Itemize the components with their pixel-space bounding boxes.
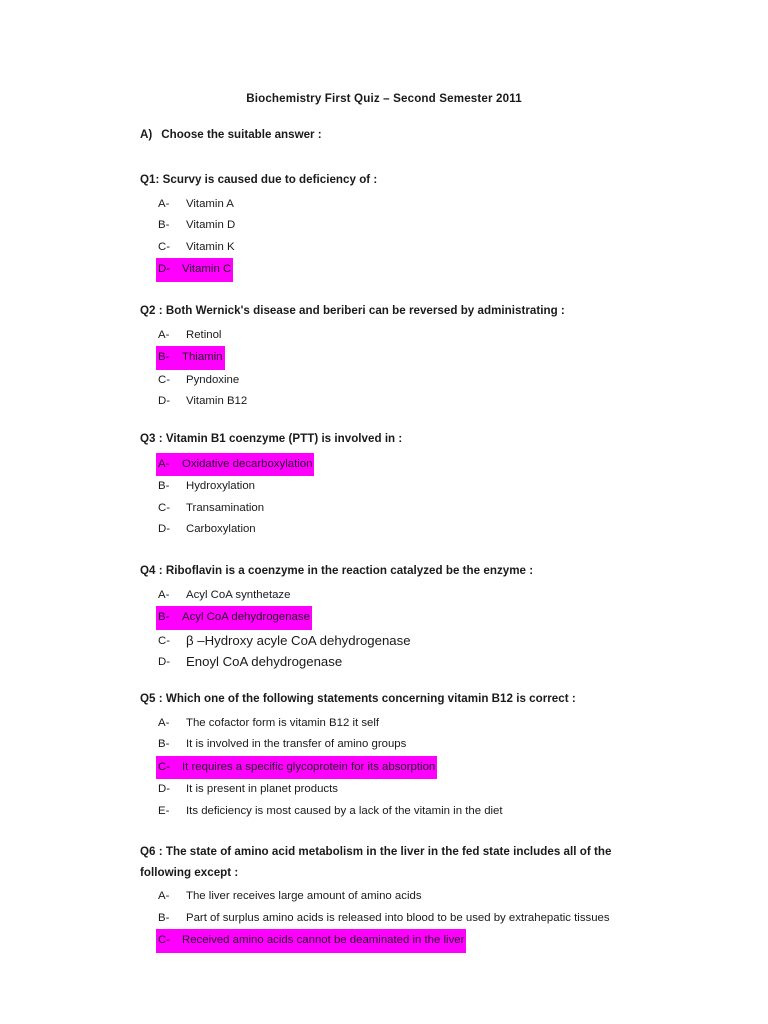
option-text: Transamination: [186, 501, 265, 514]
option-row[interactable]: [158, 498, 656, 520]
section-instruction: Choose the suitable answer :: [161, 128, 322, 141]
option-row[interactable]: [158, 713, 656, 735]
option-row[interactable]: [158, 585, 656, 607]
option-row-highlighted[interactable]: [140, 258, 656, 282]
question-block: [140, 689, 656, 822]
answer-highlight: [156, 346, 225, 370]
option-row[interactable]: [158, 651, 656, 673]
question-block: [140, 170, 656, 282]
option-row[interactable]: [158, 325, 656, 347]
option-marker: C-: [158, 240, 171, 253]
option-text: Hydroxylation: [186, 480, 256, 493]
option-marker: B-: [158, 219, 170, 232]
option-row-highlighted[interactable]: [140, 929, 656, 953]
option-marker: B-: [158, 480, 170, 493]
option-text: Vitamin A: [186, 197, 234, 210]
option-text: Acyl CoA dehydrogenase: [182, 611, 310, 624]
answer-highlight: [156, 258, 233, 282]
option-marker: D-: [158, 783, 171, 796]
question-stem: Q6 : The state of amino acid metabolism in the liver in the fed state includes all of the following except :: [140, 845, 612, 879]
option-row[interactable]: [158, 194, 656, 216]
option-marker: C-: [158, 760, 171, 773]
option-text: Acyl CoA synthetaze: [186, 588, 291, 601]
option-text: The cofactor form is vitamin B12 it self: [186, 716, 380, 729]
option-marker: E-: [158, 804, 170, 817]
option-row-highlighted[interactable]: [140, 756, 656, 780]
option-text: The liver receives large amount of amino acids: [186, 890, 422, 902]
option-row[interactable]: [158, 801, 656, 823]
option-row[interactable]: [158, 237, 656, 259]
question-block: [140, 429, 656, 541]
option-row[interactable]: [158, 734, 656, 756]
question-stem: Q4 : Riboflavin is a coenzyme in the reaction catalyzed be the enzyme :: [140, 564, 534, 577]
option-row[interactable]: [158, 908, 656, 930]
option-marker: A-: [158, 457, 170, 470]
option-marker: D-: [158, 263, 171, 276]
option-row[interactable]: [158, 215, 656, 237]
option-text: It is involved in the transfer of amino groups: [186, 738, 407, 751]
option-text: β –Hydroxy acyle CoA dehydrogenase: [186, 632, 411, 648]
option-text: Oxidative decarboxylation: [182, 457, 313, 470]
option-marker: B-: [158, 351, 170, 364]
question-block: [140, 561, 656, 673]
option-list: [140, 453, 656, 541]
option-marker: B-: [158, 611, 170, 624]
option-row-highlighted[interactable]: [140, 606, 656, 630]
option-text: Pyndoxine: [186, 373, 240, 386]
question-block: [140, 842, 656, 953]
option-marker: A-: [158, 716, 170, 729]
option-text: Carboxylation: [186, 523, 256, 536]
answer-highlight: [156, 756, 437, 780]
section-label: A): [140, 128, 153, 141]
option-row[interactable]: [158, 391, 656, 413]
option-text: Its deficiency is most caused by a lack of the vitamin in the diet: [186, 804, 503, 817]
option-marker: B-: [158, 911, 170, 924]
option-text: Enoyl CoA dehydrogenase: [186, 654, 343, 670]
option-marker: C-: [158, 934, 171, 947]
option-marker: C-: [158, 373, 171, 386]
answer-highlight: [156, 453, 314, 477]
option-row[interactable]: [158, 476, 656, 498]
section-heading: [140, 128, 322, 141]
option-list: [140, 886, 656, 953]
option-marker: D-: [158, 395, 171, 408]
question-block: [140, 301, 656, 413]
option-text: Vitamin K: [186, 240, 235, 253]
option-row[interactable]: [158, 519, 656, 541]
option-list: [140, 325, 656, 413]
option-text: Vitamin B12: [186, 395, 248, 408]
answer-highlight: [156, 606, 312, 630]
question-stem: Q5 : Which one of the following statements concerning vitamin B12 is correct :: [140, 692, 576, 705]
answer-highlight: [156, 929, 466, 953]
option-marker: A-: [158, 197, 170, 210]
option-marker: C-: [158, 501, 171, 514]
option-marker: A-: [158, 588, 170, 601]
option-text: Received amino acids cannot be deaminated in the liver: [182, 934, 465, 947]
option-row[interactable]: [158, 370, 656, 392]
question-stem: Q2 : Both Wernick's disease and beriberi can be reversed by administrating :: [140, 304, 565, 317]
option-row[interactable]: [158, 779, 656, 801]
option-text: Part of surplus amino acids is released into blood to be used by extrahepatic tissues: [186, 911, 610, 924]
page-title: Biochemistry First Quiz – Second Semester 2011: [246, 92, 522, 105]
option-text: Retinol: [186, 328, 222, 341]
option-row[interactable]: [158, 630, 656, 652]
option-text: Vitamin D: [186, 219, 236, 232]
question-stem: Q3 : Vitamin B1 coenzyme (PTT) is involved in :: [140, 432, 403, 445]
option-row-highlighted[interactable]: [140, 453, 656, 477]
option-text: It is present in planet products: [186, 783, 338, 796]
option-marker: D-: [158, 656, 171, 669]
option-marker: A-: [158, 890, 170, 902]
option-list: [140, 713, 656, 823]
option-marker: D-: [158, 523, 171, 536]
option-marker: B-: [158, 738, 170, 751]
option-marker: C-: [158, 634, 171, 647]
option-list: [140, 194, 656, 282]
option-text: Vitamin C: [182, 263, 232, 276]
option-list: [140, 585, 656, 673]
option-row-highlighted[interactable]: [140, 346, 656, 370]
option-text: Thiamin: [182, 351, 223, 364]
option-text: It requires a specific glycoprotein for its absorption: [182, 760, 436, 773]
question-stem: Q1: Scurvy is caused due to deficiency of :: [140, 173, 378, 186]
option-marker: A-: [158, 328, 170, 341]
option-row[interactable]: [158, 886, 656, 908]
